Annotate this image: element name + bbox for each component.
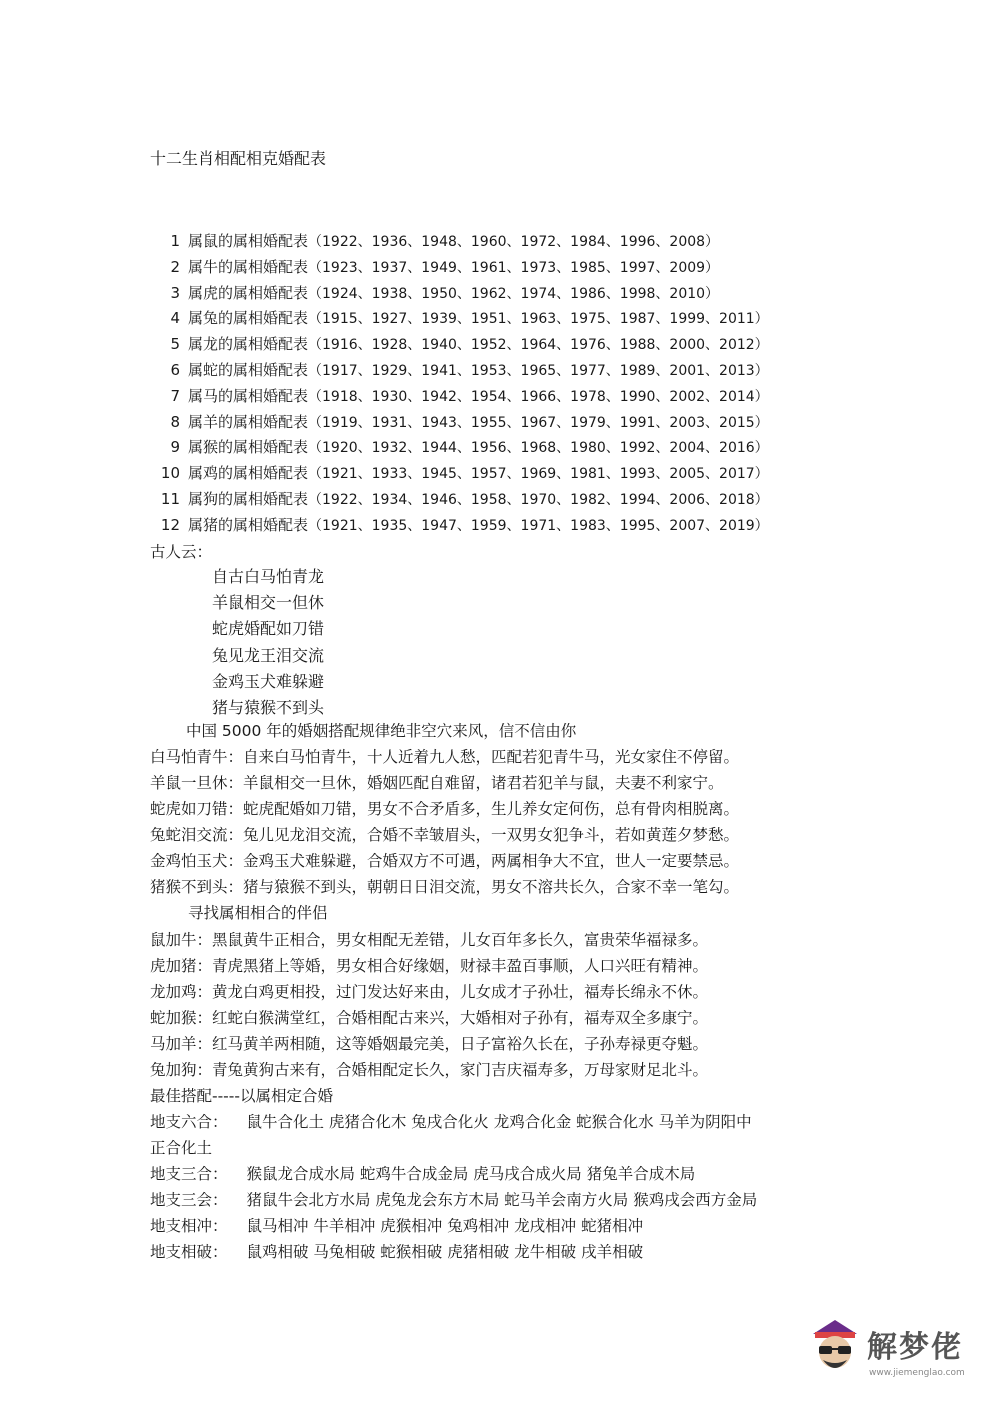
poem-line: 猪与猿猴不到头 — [212, 698, 325, 717]
saying-line: 白马怕青牛：自来白马怕青牛，十人近着九人愁，匹配若犯青牛马，光女家住不停留。 — [150, 748, 740, 766]
list-item-label: 属蛇的属相婚配表 — [188, 361, 309, 379]
china-line: 中国 5000 年的婚姻搭配规律绝非空穴来风，信不信由你 — [186, 722, 577, 740]
poem-line: 兔见龙王泪交流 — [212, 645, 325, 665]
list-item-years: （1923、1937、1949、1961、1973、1985、1997、2009） — [308, 259, 720, 276]
list-item — [160, 333, 769, 354]
list-item-number: 3 — [170, 283, 180, 302]
saying-line: 羊鼠一旦休：羊鼠相交一旦休，婚姻匹配自难留，诸君若犯羊与鼠，夫妻不利家宁。 — [150, 774, 724, 792]
list-item-number: 2 — [170, 257, 180, 276]
sanhui-label: 地支三会： — [150, 1191, 228, 1209]
list-item-label: 属马的属相婚配表 — [188, 386, 309, 405]
list-item-label: 属龙的属相婚配表 — [188, 335, 309, 354]
chong-text: 鼠马相冲 牛羊相冲 虎猴相冲 兔鸡相冲 龙戌相冲 蛇猪相冲 — [246, 1217, 644, 1235]
saying-line: 金鸡怕玉犬：金鸡玉犬难躲避，合婚双方不可遇，两属相争大不宜，世人一定要禁忌。 — [150, 852, 740, 870]
list-item-label: 属兔的属相婚配表 — [188, 309, 309, 328]
list-item-label: 属猴的属相婚配表 — [188, 438, 309, 457]
list-item-years: （1924、1938、1950、1962、1974、1986、1998、2010） — [308, 285, 720, 302]
list-item — [160, 411, 769, 432]
poem-line: 金鸡玉犬难躲避 — [212, 671, 325, 691]
list-item-years: （1922、1934、1946、1958、1970、1982、1994、2006、2018） — [308, 492, 769, 508]
list-item-number: 9 — [170, 438, 180, 457]
poem-line: 自古白马怕青龙 — [212, 567, 325, 586]
list-item — [160, 230, 719, 251]
sanhui-row — [150, 1188, 757, 1210]
list-item-years: （1920、1932、1944、1956、1968、1980、1992、2004、2016） — [308, 440, 769, 457]
list-item-label: 属羊的属相婚配表 — [188, 412, 309, 431]
sanhe-row — [150, 1162, 695, 1184]
list-item-label: 属牛的属相婚配表 — [188, 257, 309, 276]
list-item-years: （1922、1936、1948、1960、1972、1984、1996、2008） — [308, 234, 720, 250]
list-item-years: （1919、1931、1943、1955、1967、1979、1991、2003、2015） — [308, 414, 769, 431]
list-item-years: （1917、1929、1941、1953、1965、1977、1989、2001、2013） — [308, 363, 769, 379]
best-heading: 最佳搭配-----以属相定合婚 — [150, 1087, 333, 1105]
ancients-label: 古人云： — [150, 543, 213, 561]
sanhe-label: 地支三合： — [150, 1165, 228, 1183]
list-item — [160, 462, 769, 483]
list-item-years: （1921、1935、1947、1959、1971、1983、1995、2007、2019） — [308, 517, 769, 534]
list-item — [160, 282, 719, 303]
list-item-number: 11 — [160, 490, 180, 508]
list-item-number: 12 — [160, 515, 180, 534]
mascot-logo-icon — [805, 1312, 865, 1378]
list-item — [160, 307, 769, 328]
match-line: 虎加猪：青虎黑猪上等婚，男女相合好缘姻，财禄丰盈百事顺，人口兴旺有精神。 — [150, 957, 709, 975]
list-item-number: 4 — [170, 309, 180, 328]
match-line: 龙加鸡：黄龙白鸡更相投，过门发达好来由，儿女成才子孙壮，福寿长绵永不休。 — [150, 983, 709, 1001]
list-item — [160, 514, 769, 535]
chong-row — [150, 1214, 643, 1236]
chong-label: 地支相冲： — [150, 1217, 228, 1235]
page-title: 十二生肖相配相克婚配表 — [150, 149, 327, 168]
match-line: 马加羊：红马黄羊两相随，这等婚姻最完美，日子富裕久长在，子孙寿禄更夺魁。 — [150, 1035, 709, 1053]
poem-line: 羊鼠相交一但休 — [212, 593, 325, 613]
list-item-years: （1916、1928、1940、1952、1964、1976、1988、2000、2012） — [308, 337, 769, 354]
list-item — [160, 256, 719, 277]
list-item-label: 属鼠的属相婚配表 — [188, 232, 309, 250]
po-text: 鼠鸡相破 马兔相破 蛇猴相破 虎猪相破 龙牛相破 戌羊相破 — [246, 1243, 644, 1261]
list-item — [160, 488, 769, 509]
list-item — [160, 436, 769, 457]
saying-line: 兔蛇泪交流：兔儿见龙泪交流，合婚不幸皱眉头，一双男女犯争斗，若如黄莲夕梦愁。 — [150, 826, 740, 844]
watermark-text: 解梦佬 — [867, 1330, 963, 1365]
saying-line: 猪猴不到头：猪与猿猴不到头，朝朝日日泪交流，男女不溶共长久，合家不幸一笔勾。 — [150, 878, 740, 896]
list-item-label: 属狗的属相婚配表 — [188, 490, 309, 508]
match-line: 蛇加猴：红蛇白猴满堂红，合婚相配古来兴，大婚相对子孙有，福寿双全多康宁。 — [150, 1009, 709, 1027]
poem-line: 蛇虎婚配如刀错 — [212, 619, 325, 639]
list-item — [160, 385, 769, 406]
watermark-url: www.jiemenglao.com — [869, 1368, 965, 1378]
liuhe-text: 鼠牛合化土 虎猪合化木 兔戌合化火 龙鸡合化金 蛇猴合化水 马羊为阴阳中 — [246, 1113, 752, 1131]
list-item-number: 5 — [170, 335, 180, 354]
match-line: 鼠加牛：黑鼠黄牛正相合，男女相配无差错，儿女百年多长久，富贵荣华福禄多。 — [150, 931, 709, 949]
list-item-number: 6 — [170, 361, 180, 379]
saying-line: 蛇虎如刀错：蛇虎配婚如刀错，男女不合矛盾多，生儿养女定何伤，总有骨肉相脱离。 — [150, 800, 740, 818]
sanhui-text: 猪鼠牛会北方水局 虎兔龙会东方木局 蛇马羊会南方火局 猴鸡戌会西方金局 — [246, 1191, 758, 1209]
list-item-number: 1 — [170, 232, 180, 250]
liuhe-row — [150, 1110, 752, 1132]
list-item-years: （1915、1927、1939、1951、1963、1975、1987、1999、2011） — [308, 311, 769, 328]
list-item-number: 8 — [170, 412, 180, 431]
liuhe-cont: 正合化土 — [150, 1139, 213, 1157]
list-item-years: （1921、1933、1945、1957、1969、1981、1993、2005、2017） — [308, 466, 769, 483]
liuhe-label: 地支六合： — [150, 1113, 228, 1131]
sanhe-text: 猴鼠龙合成水局 蛇鸡牛合成金局 虎马戌合成火局 猪兔羊合成木局 — [246, 1165, 696, 1183]
list-item-label: 属猪的属相婚配表 — [188, 515, 309, 534]
list-item-number: 7 — [170, 386, 180, 405]
list-item-label: 属鸡的属相婚配表 — [188, 464, 309, 483]
list-item-label: 属虎的属相婚配表 — [188, 283, 309, 302]
po-label: 地支相破： — [150, 1243, 228, 1261]
list-item-number: 10 — [160, 464, 180, 483]
match-line: 兔加狗：青兔黄狗古来有，合婚相配定长久，家门吉庆福寿多，万母家财足北斗。 — [150, 1061, 709, 1079]
po-row — [150, 1240, 643, 1262]
list-item-years: （1918、1930、1942、1954、1966、1978、1990、2002、2014） — [308, 388, 769, 405]
site-watermark — [805, 1312, 975, 1392]
find-heading: 寻找属相相合的伴侣 — [188, 904, 328, 922]
list-item — [160, 359, 769, 380]
